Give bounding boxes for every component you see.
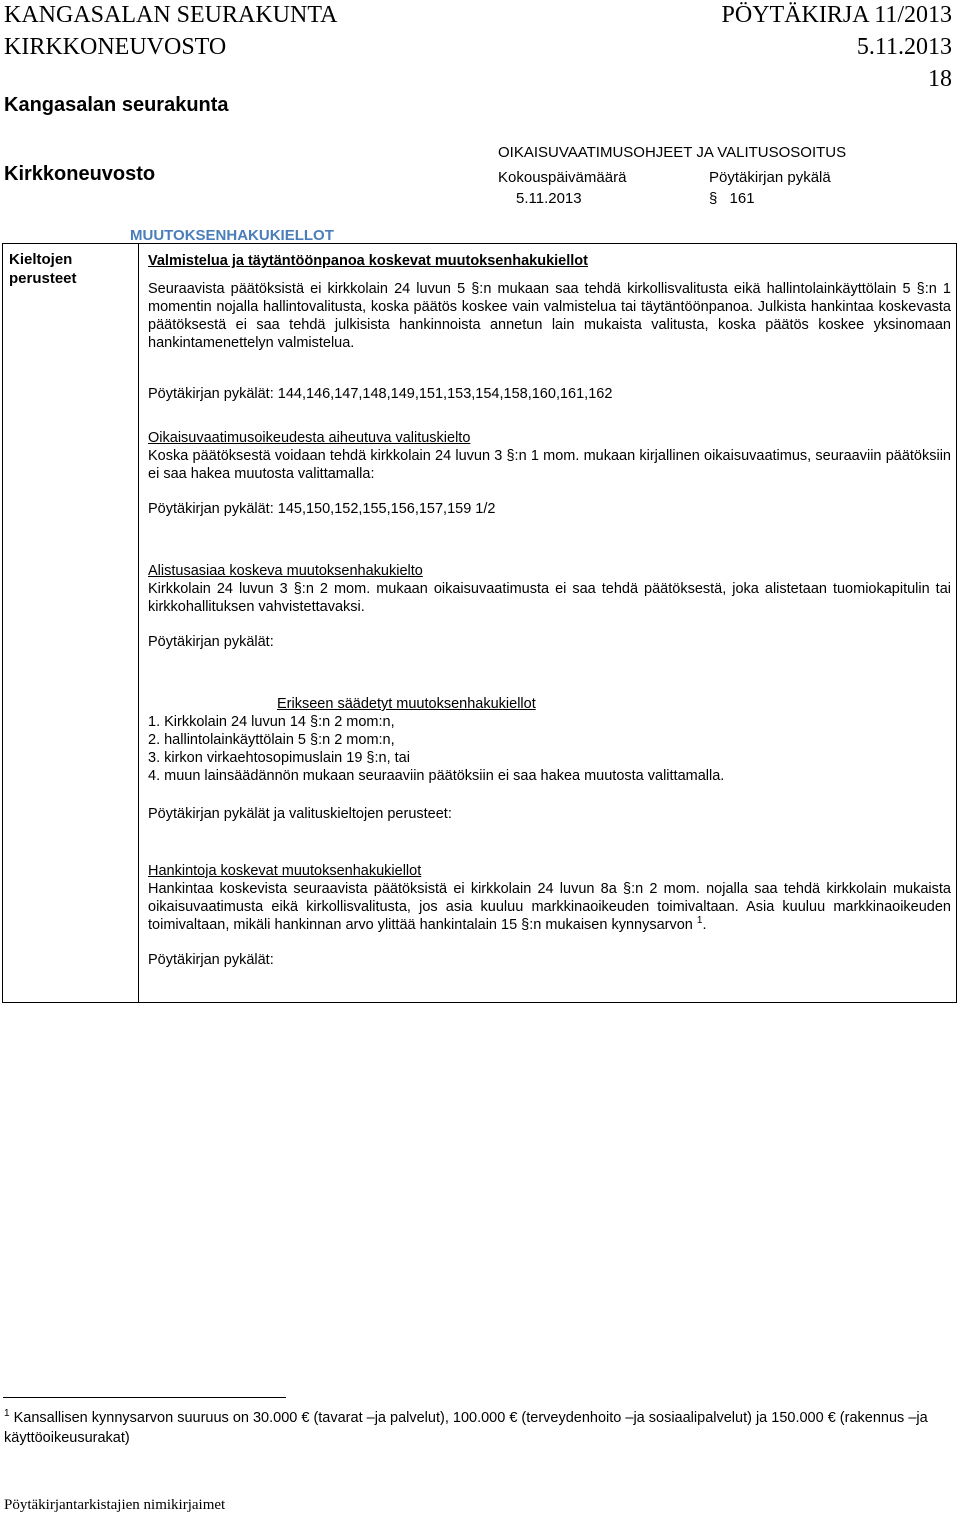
- block1-sections: Pöytäkirjan pykälät: 144,146,147,148,149,151,153,154,158,160,161,162: [148, 386, 613, 402]
- column-divider: [138, 244, 139, 1002]
- block4-sections: Pöytäkirjan pykälät ja valituskieltojen perusteet:: [148, 806, 452, 822]
- protocol-date: 5.11.2013: [856, 34, 952, 60]
- section-value: [709, 190, 755, 208]
- section-number: 161: [729, 190, 755, 207]
- block5-heading: Hankintoja koskevat muutoksenhakukiellot: [148, 863, 422, 879]
- list-item: 1. Kirkkolain 24 luvun 14 §:n 2 mom:n,: [148, 714, 395, 730]
- block5-text: [148, 880, 951, 934]
- block5-text-end: .: [702, 917, 707, 933]
- left-label-line-1: Kieltojen: [9, 251, 73, 268]
- block5-sections: Pöytäkirjan pykälät:: [148, 952, 274, 968]
- council-name: Kirkkoneuvosto: [4, 163, 156, 185]
- section-title: MUUTOKSENHAKUKIELLOT: [130, 227, 334, 244]
- list-item: 2. hallintolainkäyttölain 5 §:n 2 mom:n,: [148, 732, 395, 748]
- block2-text: Koska päätöksestä voidaan tehdä kirkkolain 24 luvun 3 §:n 1 mom. mukaan kirjallinen oikaisuvaatimus, seuraaviin päätöksiin ei saa hakea muutosta valittamalla:: [148, 448, 951, 482]
- block2-heading: Oikaisuvaatimusoikeudesta aiheutuva valituskielto: [148, 430, 471, 446]
- list-item: 4. muun lainsäädännön mukaan seuraaviin päätöksiin ei saa hakea muutosta valittamalla.: [148, 768, 725, 784]
- protocol-number: PÖYTÄKIRJA 11/2013: [721, 2, 952, 28]
- section-label: Pöytäkirjan pykälä: [709, 169, 831, 186]
- block2-sections: Pöytäkirjan pykälät: 145,150,152,155,156,157,159 1/2: [148, 501, 496, 517]
- block3-text: Kirkkolain 24 luvun 3 §:n 2 mom. mukaan oikaisuvaatimusta ei saa tehdä päätöksestä, joka alistetaan tuomiokapitulin tai kirkkohallituksen vahvistettavaksi.: [148, 581, 951, 615]
- block3-sections: Pöytäkirjan pykälät:: [148, 634, 274, 650]
- page-number: 18: [928, 66, 952, 92]
- footnote-number: 1: [4, 1408, 10, 1420]
- block1-heading: Valmistelua ja täytäntöönpanoa koskevat muutoksenhakukiellot: [148, 253, 588, 269]
- list-item: 3. kirkon virkaehtosopimuslain 19 §:n, tai: [148, 750, 410, 766]
- parish-name: Kangasalan seurakunta: [4, 94, 229, 116]
- parish-header-upper: KANGASALAN SEURAKUNTA: [4, 2, 338, 28]
- section-sign: §: [709, 190, 718, 207]
- block5-body: Hankintaa koskevista seuraavista päätöksistä ei kirkkolain 24 luvun 8a §:n 2 mom. nojalla saa tehdä kirkkolain mukaista oikaisuvaatimusta eikä kirkollisvalitusta, jos asia kuuluu markkinaoikeuden toimivaltaan. Asia kuuluu markkinaoikeuden toimivaltaan, mikäli hankinnan arvo ylittää hankintalain 15 §:n mukaisen kynnysarvon: [148, 881, 951, 933]
- signature-initials-label: Pöytäkirjantarkistajien nimikirjaimet: [4, 1497, 226, 1513]
- footnote-separator: [3, 1397, 286, 1398]
- block4-heading: Erikseen säädetyt muutoksenhakukiellot: [277, 696, 536, 712]
- block1-text: Seuraavista päätöksistä ei kirkkolain 24 luvun 5 §:n mukaan saa tehdä kirkollisvalitusta eikä hallintolainkäyttölain 5 §:n 1 momentin nojalla hallintovalitusta, koska päätös koskee vain valmistelua tai täytäntöönpanoa. Julkista hankintaa koskevasta päätöksestä ei saa tehdä julkisista hankinnoista annetun lain mukaista valitusta, koska päätös koskee yksinomaan hankintamenettelyn valmistelua.: [148, 281, 951, 351]
- left-label-line-2: perusteet: [9, 270, 77, 287]
- block3-heading: Alistusasiaa koskeva muutoksenhakukielto: [148, 563, 423, 579]
- footnote-ref[interactable]: 1: [696, 915, 703, 927]
- block4-list: [148, 713, 951, 785]
- appeal-instructions-title: OIKAISUVAATIMUSOHJEET JA VALITUSOSOITUS: [498, 144, 847, 161]
- footnote: [4, 1408, 944, 1448]
- left-column-label: [9, 250, 77, 288]
- footnote-text: Kansallisen kynnysarvon suuruus on 30.000 € (tavarat –ja palvelut), 100.000 € (terveydenhoito –ja sosiaalipalvelut) ja 150.000 € (rakennus –ja käyttöoikeusurakat): [4, 1410, 928, 1446]
- meeting-date-label: Kokouspäivämäärä: [498, 169, 627, 186]
- council-header-upper: KIRKKONEUVOSTO: [4, 34, 227, 60]
- meeting-date-value: 5.11.2013: [516, 190, 582, 207]
